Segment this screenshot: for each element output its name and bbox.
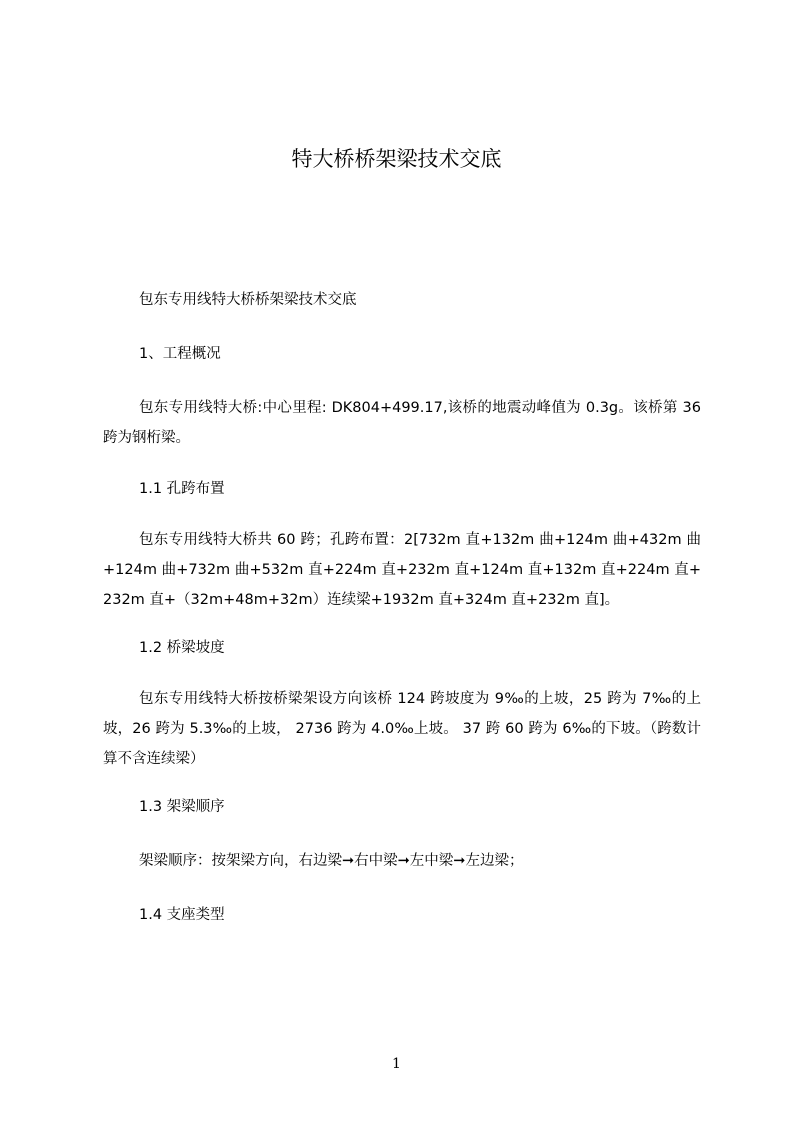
page-number: 1 (392, 1056, 401, 1072)
paragraph-span-layout: 包东专用线特大桥共 60 跨；孔跨布置：2[732m 直+132m 曲+124m 曲+432m 曲+124m 曲+732m 曲+532m 直+224m 直+232m 直+124m 直+132m 直+224m 直+232m 直+（32m+48m+32m）连续梁+1932m 直+324m 直+232m 直]。 (103, 532, 701, 608)
paragraph-erection-sequence: 架梁顺序：按架梁方向，右边梁➞右中梁➞左中梁➞左边梁； (139, 853, 524, 869)
section-heading-1-4: 1.4 支座类型 (139, 907, 225, 923)
section-heading-1: 1、工程概况 (139, 346, 221, 362)
section-heading-1-3: 1.3 架梁顺序 (139, 799, 225, 815)
section-heading-1-2: 1.2 桥梁坡度 (139, 640, 225, 656)
section-heading-1-1: 1.1 孔跨布置 (139, 481, 225, 497)
document-title: 特大桥桥架梁技术交底 (291, 147, 502, 171)
document-subtitle: 包东专用线特大桥桥架梁技术交底 (139, 292, 357, 308)
paragraph-project-overview: 包东专用线特大桥:中心里程: DK804+499.17,该桥的地震动峰值为 0.3g。该桥第 36 跨为钢桁梁。 (103, 400, 701, 446)
paragraph-bridge-slope: 包东专用线特大桥按桥梁架设方向该桥 124 跨坡度为 9‰的上坡，25 跨为 7‰的上坡，26 跨为 5.3‰的上坡， 2736 跨为 4.0‰上坡。 37 跨 60 跨为 6‰的下坡。（跨数计算不含连续梁） (103, 691, 701, 767)
